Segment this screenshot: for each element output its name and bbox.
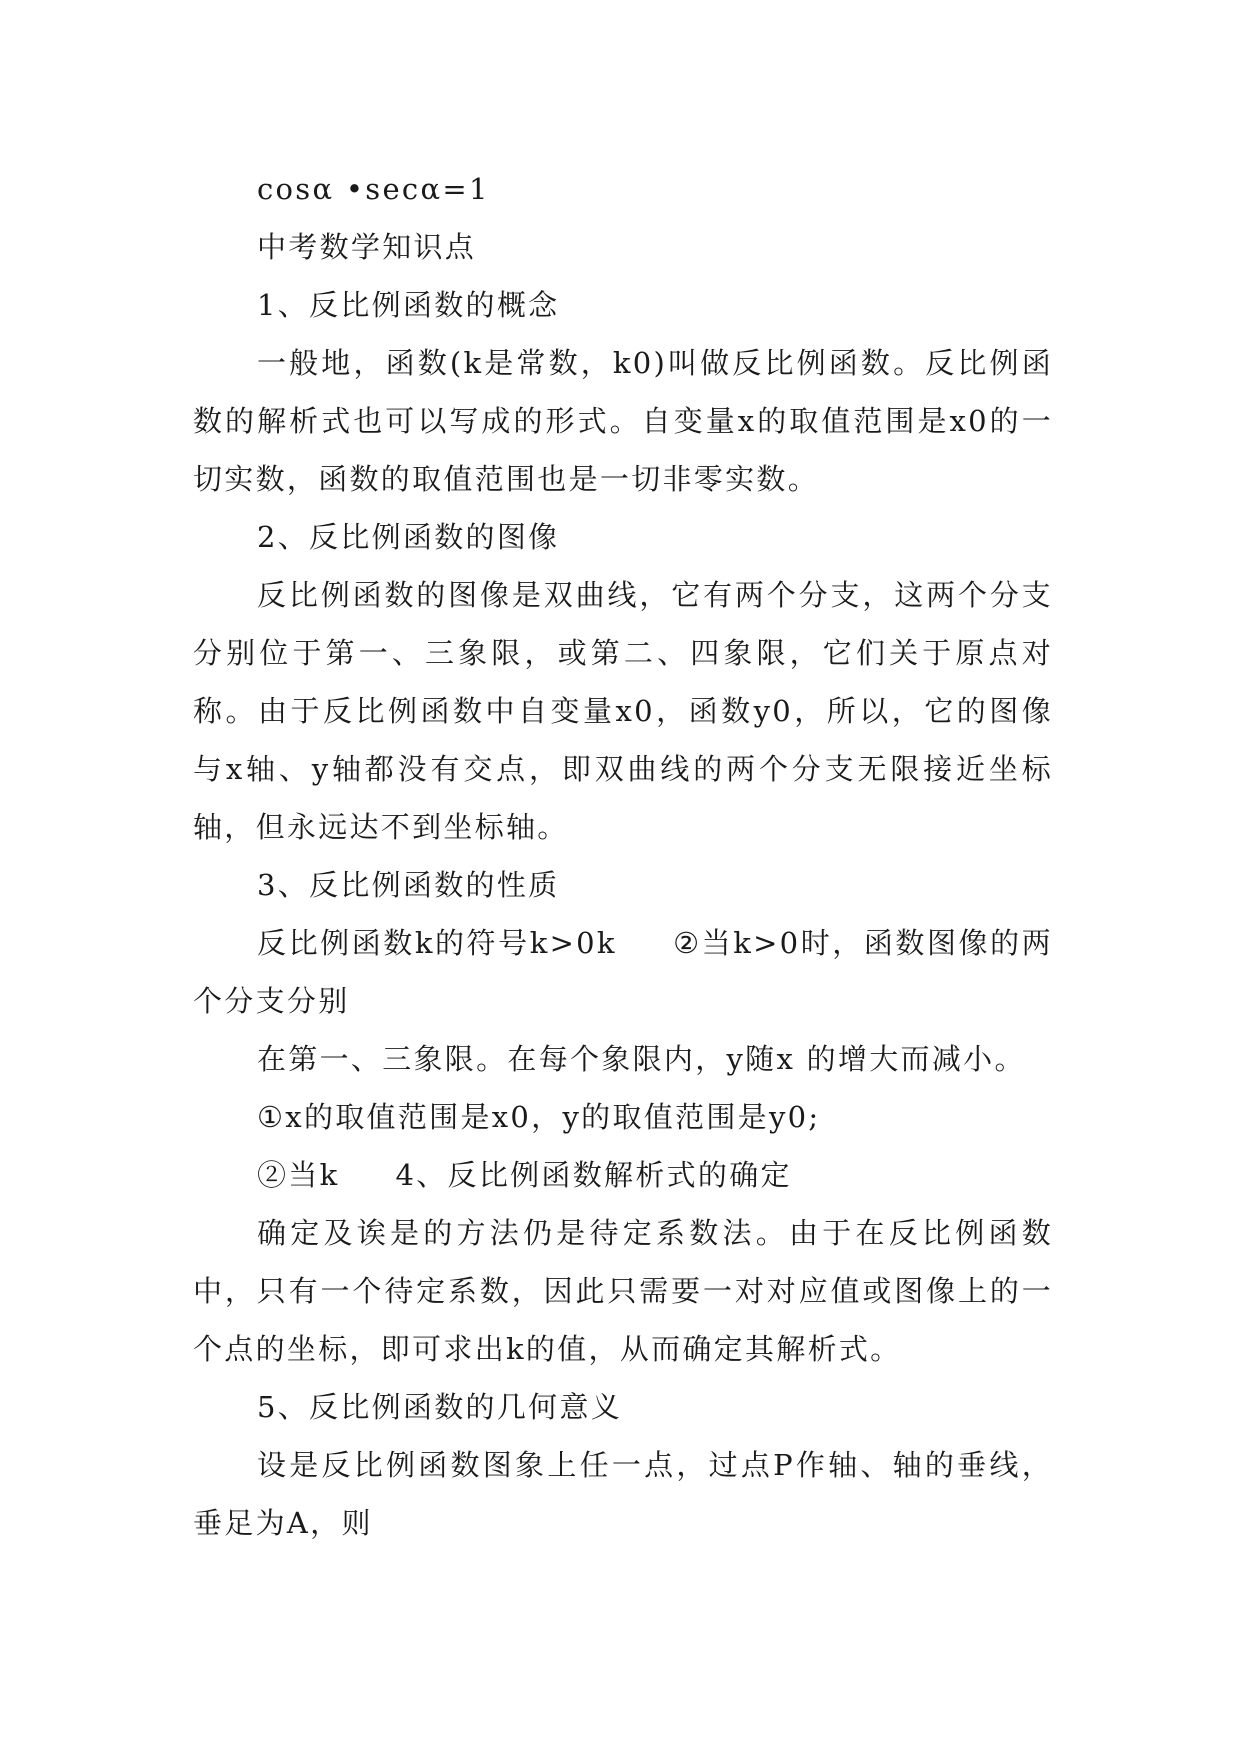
paragraph-3a [193, 914, 1053, 1030]
heading-2: 2、反比例函数的图像 [257, 520, 560, 554]
paragraph-3c: ①x的取值范围是x0，y的取值范围是y0; [257, 1100, 821, 1134]
heading-1: 1、反比例函数的概念 [257, 288, 560, 322]
paragraph-5: 设是反比例函数图象上任一点，过点P作轴、轴的垂线，垂足为A，则 [193, 1448, 1053, 1540]
document-body [193, 160, 1053, 1552]
paragraph-1: 一般地，函数(k是常数，k0)叫做反比例函数。反比例函数的解析式也可以写成的形式。自变量x的取值范围是x0的一切实数，函数的取值范围也是一切非零实数。 [193, 346, 1053, 496]
paragraph-3d-left: ②当k [257, 1158, 340, 1192]
paragraph-3a-right: ②当k>0时，函数图像的两个分支分别 [193, 926, 1053, 1018]
paragraph-3d [193, 1146, 1053, 1204]
heading-4: 4、反比例函数解析式的确定 [395, 1158, 792, 1192]
section-title: 中考数学知识点 [257, 230, 477, 264]
heading-5: 5、反比例函数的几何意义 [257, 1390, 623, 1424]
paragraph-3a-left: 反比例函数k的符号k>0k [257, 926, 617, 960]
formula-line: cosα •secα=1 [257, 172, 490, 206]
heading-3: 3、反比例函数的性质 [257, 868, 560, 902]
paragraph-3b: 在第一、三象限。在每个象限内，y随x 的增大而减小。 [257, 1042, 1026, 1076]
paragraph-2: 反比例函数的图像是双曲线，它有两个分支，这两个分支分别位于第一、三象限，或第二、四象限，它们关于原点对称。由于反比例函数中自变量x0，函数y0，所以，它的图像与x轴、y轴都没有交点，即双曲线的两个分支无限接近坐标轴，但永远达不到坐标轴。 [193, 578, 1053, 844]
paragraph-4: 确定及诶是的方法仍是待定系数法。由于在反比例函数中，只有一个待定系数，因此只需要一对对应值或图像上的一个点的坐标，即可求出k的值，从而确定其解析式。 [193, 1216, 1053, 1366]
